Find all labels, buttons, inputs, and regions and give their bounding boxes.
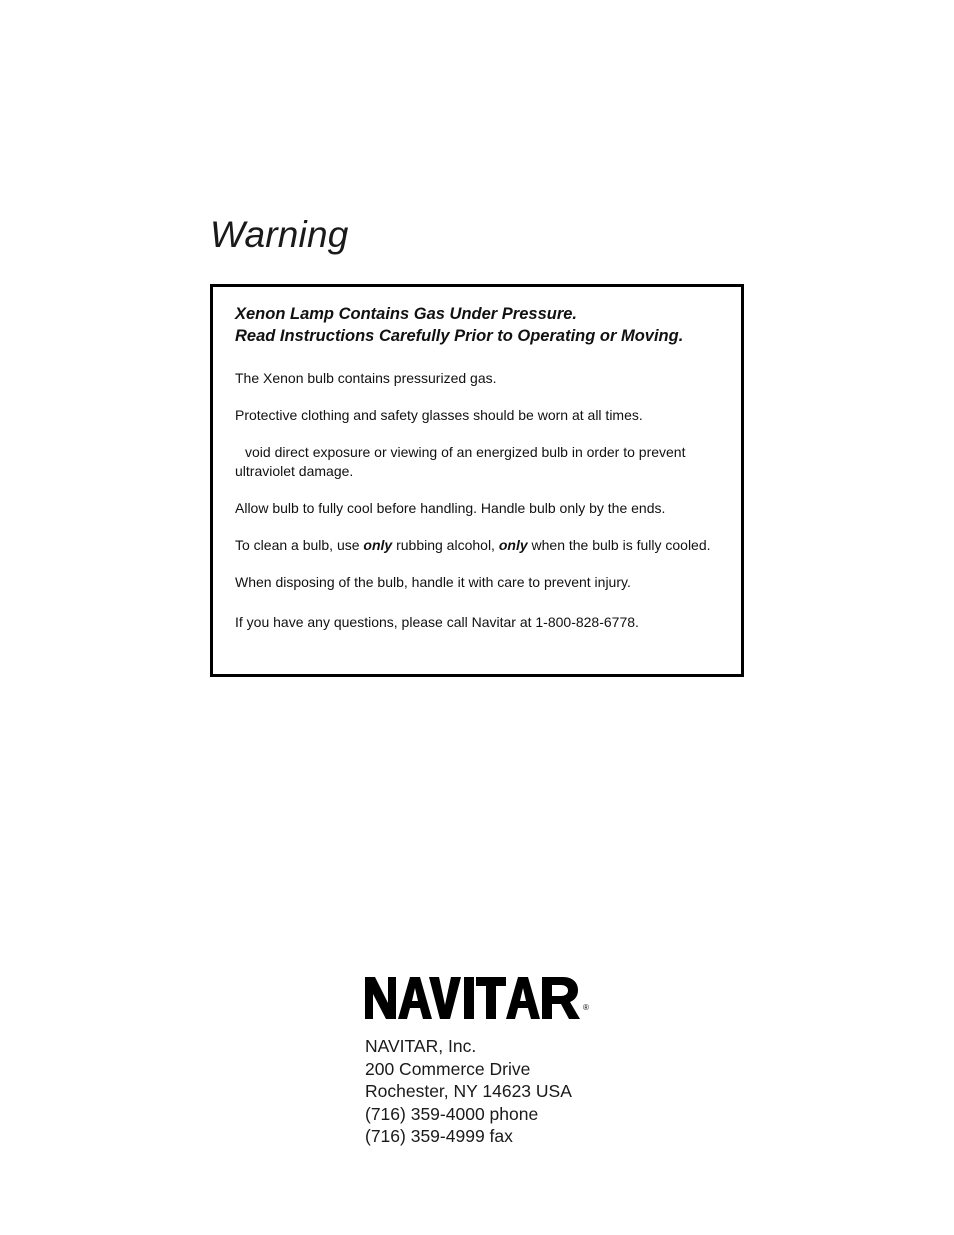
clean-text-1: To clean a bulb, use xyxy=(235,537,364,553)
warning-box xyxy=(210,284,744,677)
clean-emphasis-1: only xyxy=(363,537,393,553)
warning-paragraph-pressurized: The Xenon bulb contains pressurized gas. xyxy=(235,370,497,386)
warning-paragraph-clean xyxy=(235,536,725,555)
clean-emphasis-2: only xyxy=(498,537,528,553)
fax-number: (716) 359-4999 fax xyxy=(365,1126,513,1146)
warning-paragraph-contact: If you have any questions, please call Navitar at 1-800-828-6778. xyxy=(235,614,639,630)
registered-mark: ® xyxy=(583,1003,589,1012)
warning-paragraph-protective: Protective clothing and safety glasses should be worn at all times. xyxy=(235,407,643,423)
warning-paragraph-cool: Allow bulb to fully cool before handling. Handle bulb only by the ends. xyxy=(235,500,666,516)
city-state-zip: Rochester, NY 14623 USA xyxy=(365,1081,572,1101)
company-address xyxy=(365,1035,572,1148)
warning-paragraph-exposure: void direct exposure or viewing of an energized bulb in order to prevent ultraviolet damage. xyxy=(235,444,686,479)
clean-text-2: rubbing alcohol, xyxy=(392,537,499,553)
warning-heading-line-2: Read Instructions Carefully Prior to Operating or Moving. xyxy=(235,327,684,345)
warning-heading-line-1: Xenon Lamp Contains Gas Under Pressure. xyxy=(235,305,578,323)
page-title: Warning xyxy=(210,214,349,255)
company-name: NAVITAR, Inc. xyxy=(365,1036,477,1056)
street-address: 200 Commerce Drive xyxy=(365,1058,531,1079)
logo-letters xyxy=(365,977,580,1019)
phone-number: (716) 359-4000 phone xyxy=(365,1103,539,1124)
clean-text-3: when the bulb is fully cooled. xyxy=(527,537,711,553)
warning-paragraph-disposal: When disposing of the bulb, handle it with care to prevent injury. xyxy=(235,574,631,590)
warning-heading xyxy=(235,303,725,347)
navitar-logo xyxy=(365,975,593,1021)
warning-content xyxy=(235,303,725,632)
